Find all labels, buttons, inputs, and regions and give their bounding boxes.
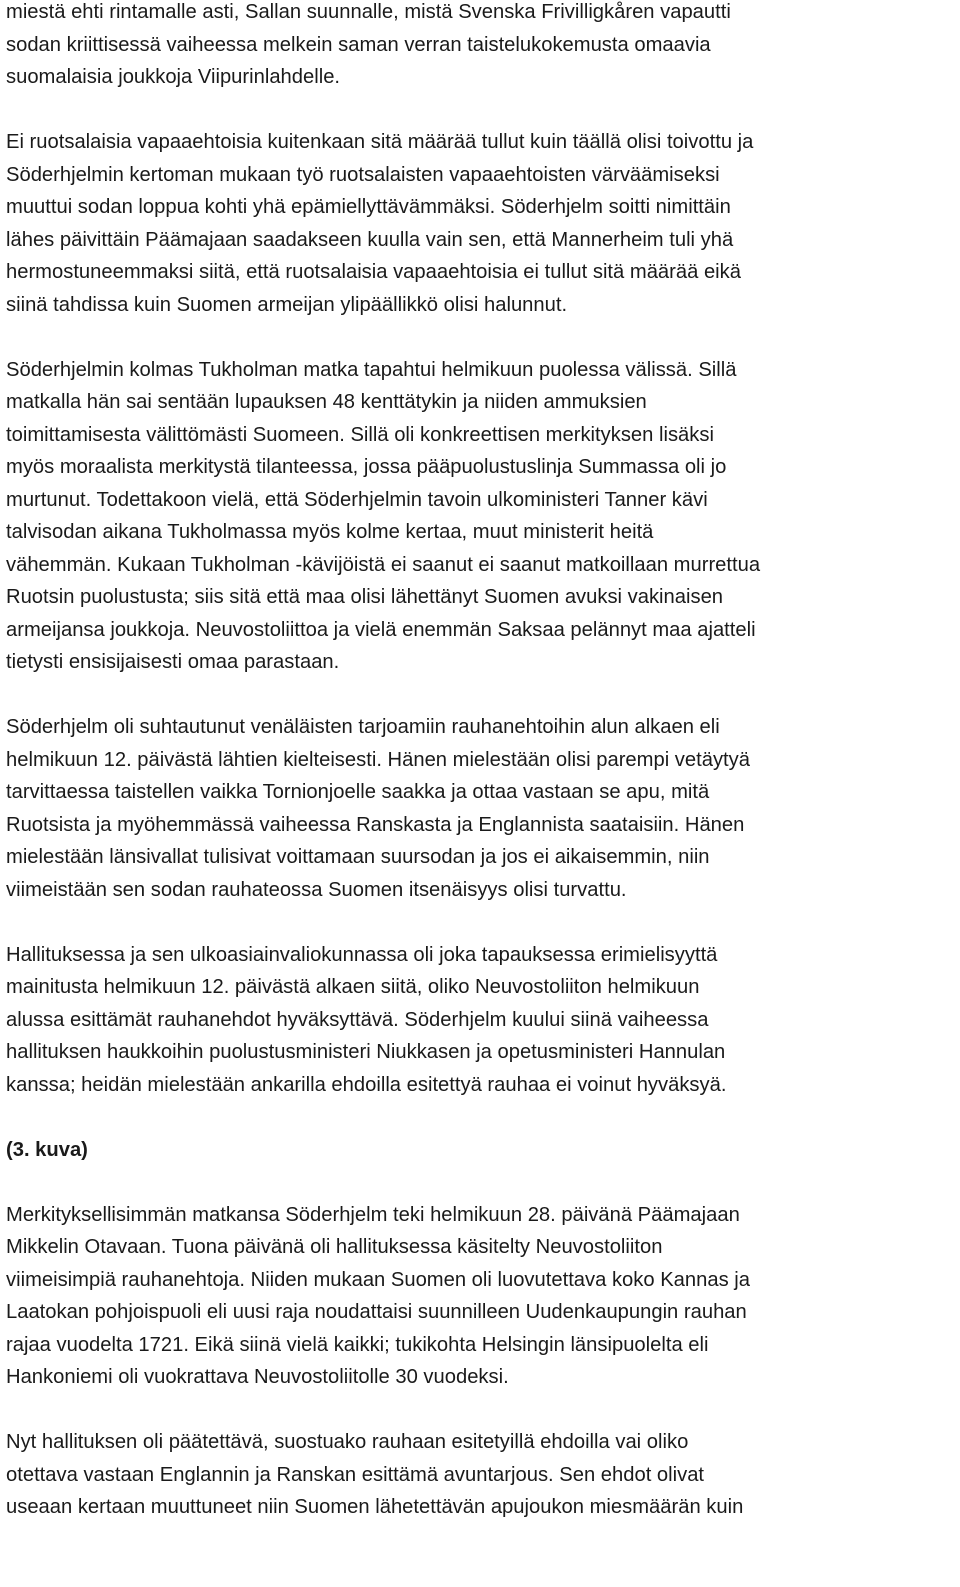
paragraph-7: Nyt hallituksen oli päätettävä, suostuako rauhaan esitetyillä ehdoilla vai oliko otettava vastaan Englannin ja Ranskan esittämä avuntarjous. Sen ehdot olivat useaan kertaan muuttuneet niin Suomen lähetettävän apujoukon miesmäärän kuin: [6, 1431, 744, 1518]
paragraph-1: miestä ehti rintamalle asti, Sallan suunnalle, mistä Svenska Frivilligkåren vapautti sodan kriittisessä vaiheessa melkein saman verran taistelukokemusta omaavia suomalaisia joukkoja Viipurinlahdelle.: [6, 1, 731, 88]
document-page: [6, 0, 954, 1524]
paragraph-2: Ei ruotsalaisia vapaaehtoisia kuitenkaan sitä määrää tullut kuin täällä olisi toivottu ja Söderhjelmin kertoman mukaan työ ruotsalaisten vapaaehtoisten värväämiseksi muuttui sodan loppua kohti yhä epämiellyttävämmäksi. Söderhjelm soitti nimittäin lähes päivittäin Päämajaan saadakseen kuulla vain sen, että Mannerheim tuli yhä hermostuneemmaksi siitä, että ruotsalaisia vapaaehtoisia ei tullut sitä määrää eikä siinä tahdissa kuin Suomen armeijan ylipäällikkö olisi halunnut.: [6, 131, 754, 316]
paragraph-3: Söderhjelmin kolmas Tukholman matka tapahtui helmikuun puolessa välissä. Sillä matkalla hän sai sentään lupauksen 48 kenttätykin ja niiden ammuksien toimittamisesta välittömästi Suomeen. Sillä oli konkreettisen merkityksen lisäksi myös moraalista merkitystä tilanteessa, jossa pääpuolustuslinja Summassa oli jo murtunut. Todettakoon vielä, että Söderhjelmin tavoin ulkoministeri Tanner kävi talvisodan aikana Tukholmassa myös kolme kertaa, muut ministerit heitä vähemmän. Kukaan Tukholman -kävijöistä ei saanut ei saanut matkoillaan murrettua Ruotsin puolustusta; siis sitä että maa olisi lähettänyt Suomen avuksi vakinaisen armeijansa joukkoja. Neuvostoliittoa ja vielä enemmän Saksaa pelännyt maa ajatteli tietysti ensisijaisesti omaa parastaan.: [6, 358, 761, 673]
paragraph-6: Merkityksellisimmän matkansa Söderhjelm teki helmikuun 28. päivänä Päämajaan Mikkelin Otavaan. Tuona päivänä oli hallituksessa käsitelty Neuvostoliiton viimeisimpiä rauhanehtoja. Niiden mukaan Suomen oli luovutettava koko Kannas ja Laatokan pohjoispuoli eli uusi raja noudattaisi suunnilleen Uudenkaupungin rauhan rajaa vuodelta 1721. Eikä siinä vielä kaikki; tukikohta Helsingin länsipuolelta eli Hankoniemi oli vuokrattava Neuvostoliitolle 30 vuodeksi.: [6, 1203, 751, 1388]
paragraph-5: Hallituksessa ja sen ulkoasiainvaliokunnassa oli joka tapauksessa erimielisyyttä mainitusta helmikuun 12. päivästä alkaen siitä, oliko Neuvostoliiton helmikuun alussa esittämät rauhanehdot hyväksyttävä. Söderhjelm kuului siinä vaiheessa hallituksen haukkoihin puolustusministeri Niukkasen ja opetusministeri Hannulan kanssa; heidän mielestään ankarilla ehdoilla esitettyä rauhaa ei voinut hyväksyä.: [6, 943, 727, 1096]
figure-reference-heading: (3. kuva): [6, 1138, 88, 1161]
paragraph-4: Söderhjelm oli suhtautunut venäläisten tarjoamiin rauhanehtoihin alun alkaen eli helmikuun 12. päivästä lähtien kielteisesti. Hänen mielestään olisi parempi vetäytyä tarvittaessa taistellen vaikka Tornionjoelle saakka ja ottaa vastaan se apu, mitä Ruotsista ja myöhemmässä vaiheessa Ranskasta ja Englannista saataisiin. Hänen mielestään länsivallat tulisivat voittamaan suursodan ja jos ei aikaisemmin, niin viimeistään sen sodan rauhateossa Suomen itsenäisyys olisi turvattu.: [6, 716, 750, 901]
